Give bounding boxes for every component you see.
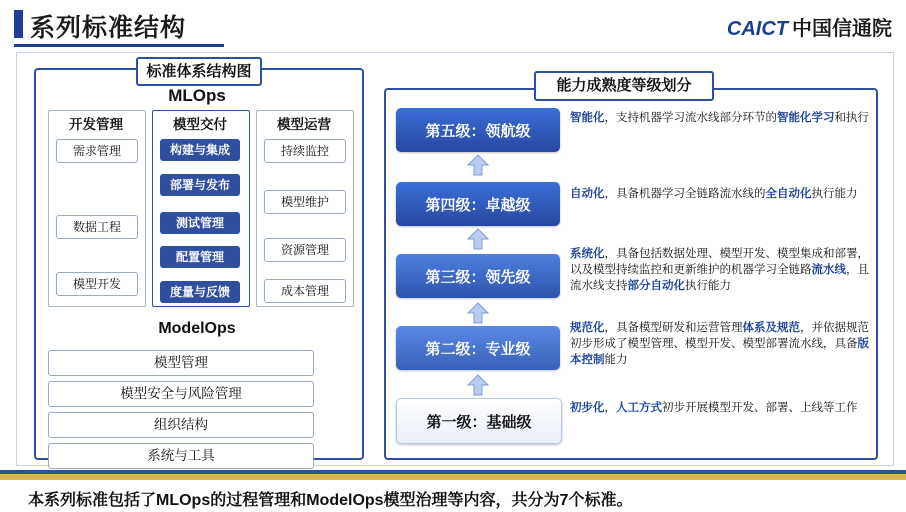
chip-cost-management[interactable]: 成本管理	[264, 279, 346, 303]
brand-logo-cn: 中国信通院	[792, 18, 892, 40]
arrow-up-icon-4	[467, 228, 489, 250]
chip-data-engineering[interactable]: 数据工程	[56, 215, 138, 239]
slide-header	[0, 0, 906, 48]
chip-config-management[interactable]: 配置管理	[160, 246, 240, 268]
bar-systems-and-tools[interactable]: 系统与工具	[48, 443, 314, 469]
mlops-label: MLOps	[168, 86, 226, 105]
chip-continuous-monitoring[interactable]: 持续监控	[264, 139, 346, 163]
chip-build-and-integration[interactable]: 构建与集成	[160, 139, 240, 161]
brand-logo	[727, 12, 892, 41]
column-header-model-delivery: 模型交付	[173, 117, 227, 132]
chip-deploy-and-release[interactable]: 部署与发布	[160, 174, 240, 196]
level-3-badge[interactable]: 第三级：领先级	[396, 254, 560, 298]
level-5-description: 智能化，支持机器学习流水线部分环节的智能化学习和执行	[570, 112, 869, 124]
level-2-badge[interactable]: 第二级：专业级	[396, 326, 560, 370]
bar-model-management[interactable]: 模型管理	[48, 350, 314, 376]
header-accent-bar	[14, 10, 23, 38]
chip-test-management[interactable]: 测试管理	[160, 212, 240, 234]
maturity-panel-title: 能力成熟度等级划分	[534, 71, 714, 101]
header-underline	[14, 44, 224, 47]
footer-caption: 本系列标准包括了MLOps的过程管理和ModelOps模型治理等内容，共分为7个标准。	[28, 492, 633, 509]
bar-model-security-risk[interactable]: 模型安全与风险管理	[48, 381, 314, 407]
chip-resource-management[interactable]: 资源管理	[264, 238, 346, 262]
arrow-up-icon-5	[467, 154, 489, 176]
chip-model-development[interactable]: 模型开发	[56, 272, 138, 296]
column-header-model-operations: 模型运营	[277, 117, 331, 132]
level-3-description: 系统化，具备包括数据处理、模型开发、模型集成和部署，以及模型持续监控和更新维护的机器学习全链路流水线，且流水线支持部分自动化执行能力	[570, 248, 869, 292]
level-4-description: 自动化，具备机器学习全链路流水线的全自动化执行能力	[570, 188, 858, 200]
brand-logo-en: CAICT	[726, 18, 788, 40]
arrow-up-icon-3	[467, 302, 489, 324]
level-1-description: 初步化，人工方式初步开展模型开发、部署、上线等工作	[570, 402, 858, 414]
footer-blue-band	[0, 470, 906, 474]
page-title: 系列标准结构	[30, 14, 187, 42]
chip-metrics-and-feedback[interactable]: 度量与反馈	[160, 281, 240, 303]
bar-organization-structure[interactable]: 组织结构	[48, 412, 314, 438]
level-2-description: 规范化，具备模型研发和运营管理体系及规范，并依据规范初步形成了模型管理、模型开发、模型部署流水线，具备版本控制能力	[570, 322, 869, 366]
modelops-label: ModelOps	[158, 320, 236, 337]
level-1-badge[interactable]: 第一级：基础级	[396, 398, 562, 444]
level-5-badge[interactable]: 第五级：领航级	[396, 108, 560, 152]
chip-model-maintenance[interactable]: 模型维护	[264, 190, 346, 214]
chip-requirement-management[interactable]: 需求管理	[56, 139, 138, 163]
arrow-up-icon-2	[467, 374, 489, 396]
column-header-dev-management: 开发管理	[69, 117, 123, 132]
standard-architecture-title: 标准体系结构图	[136, 57, 262, 86]
level-4-badge[interactable]: 第四级：卓越级	[396, 182, 560, 226]
